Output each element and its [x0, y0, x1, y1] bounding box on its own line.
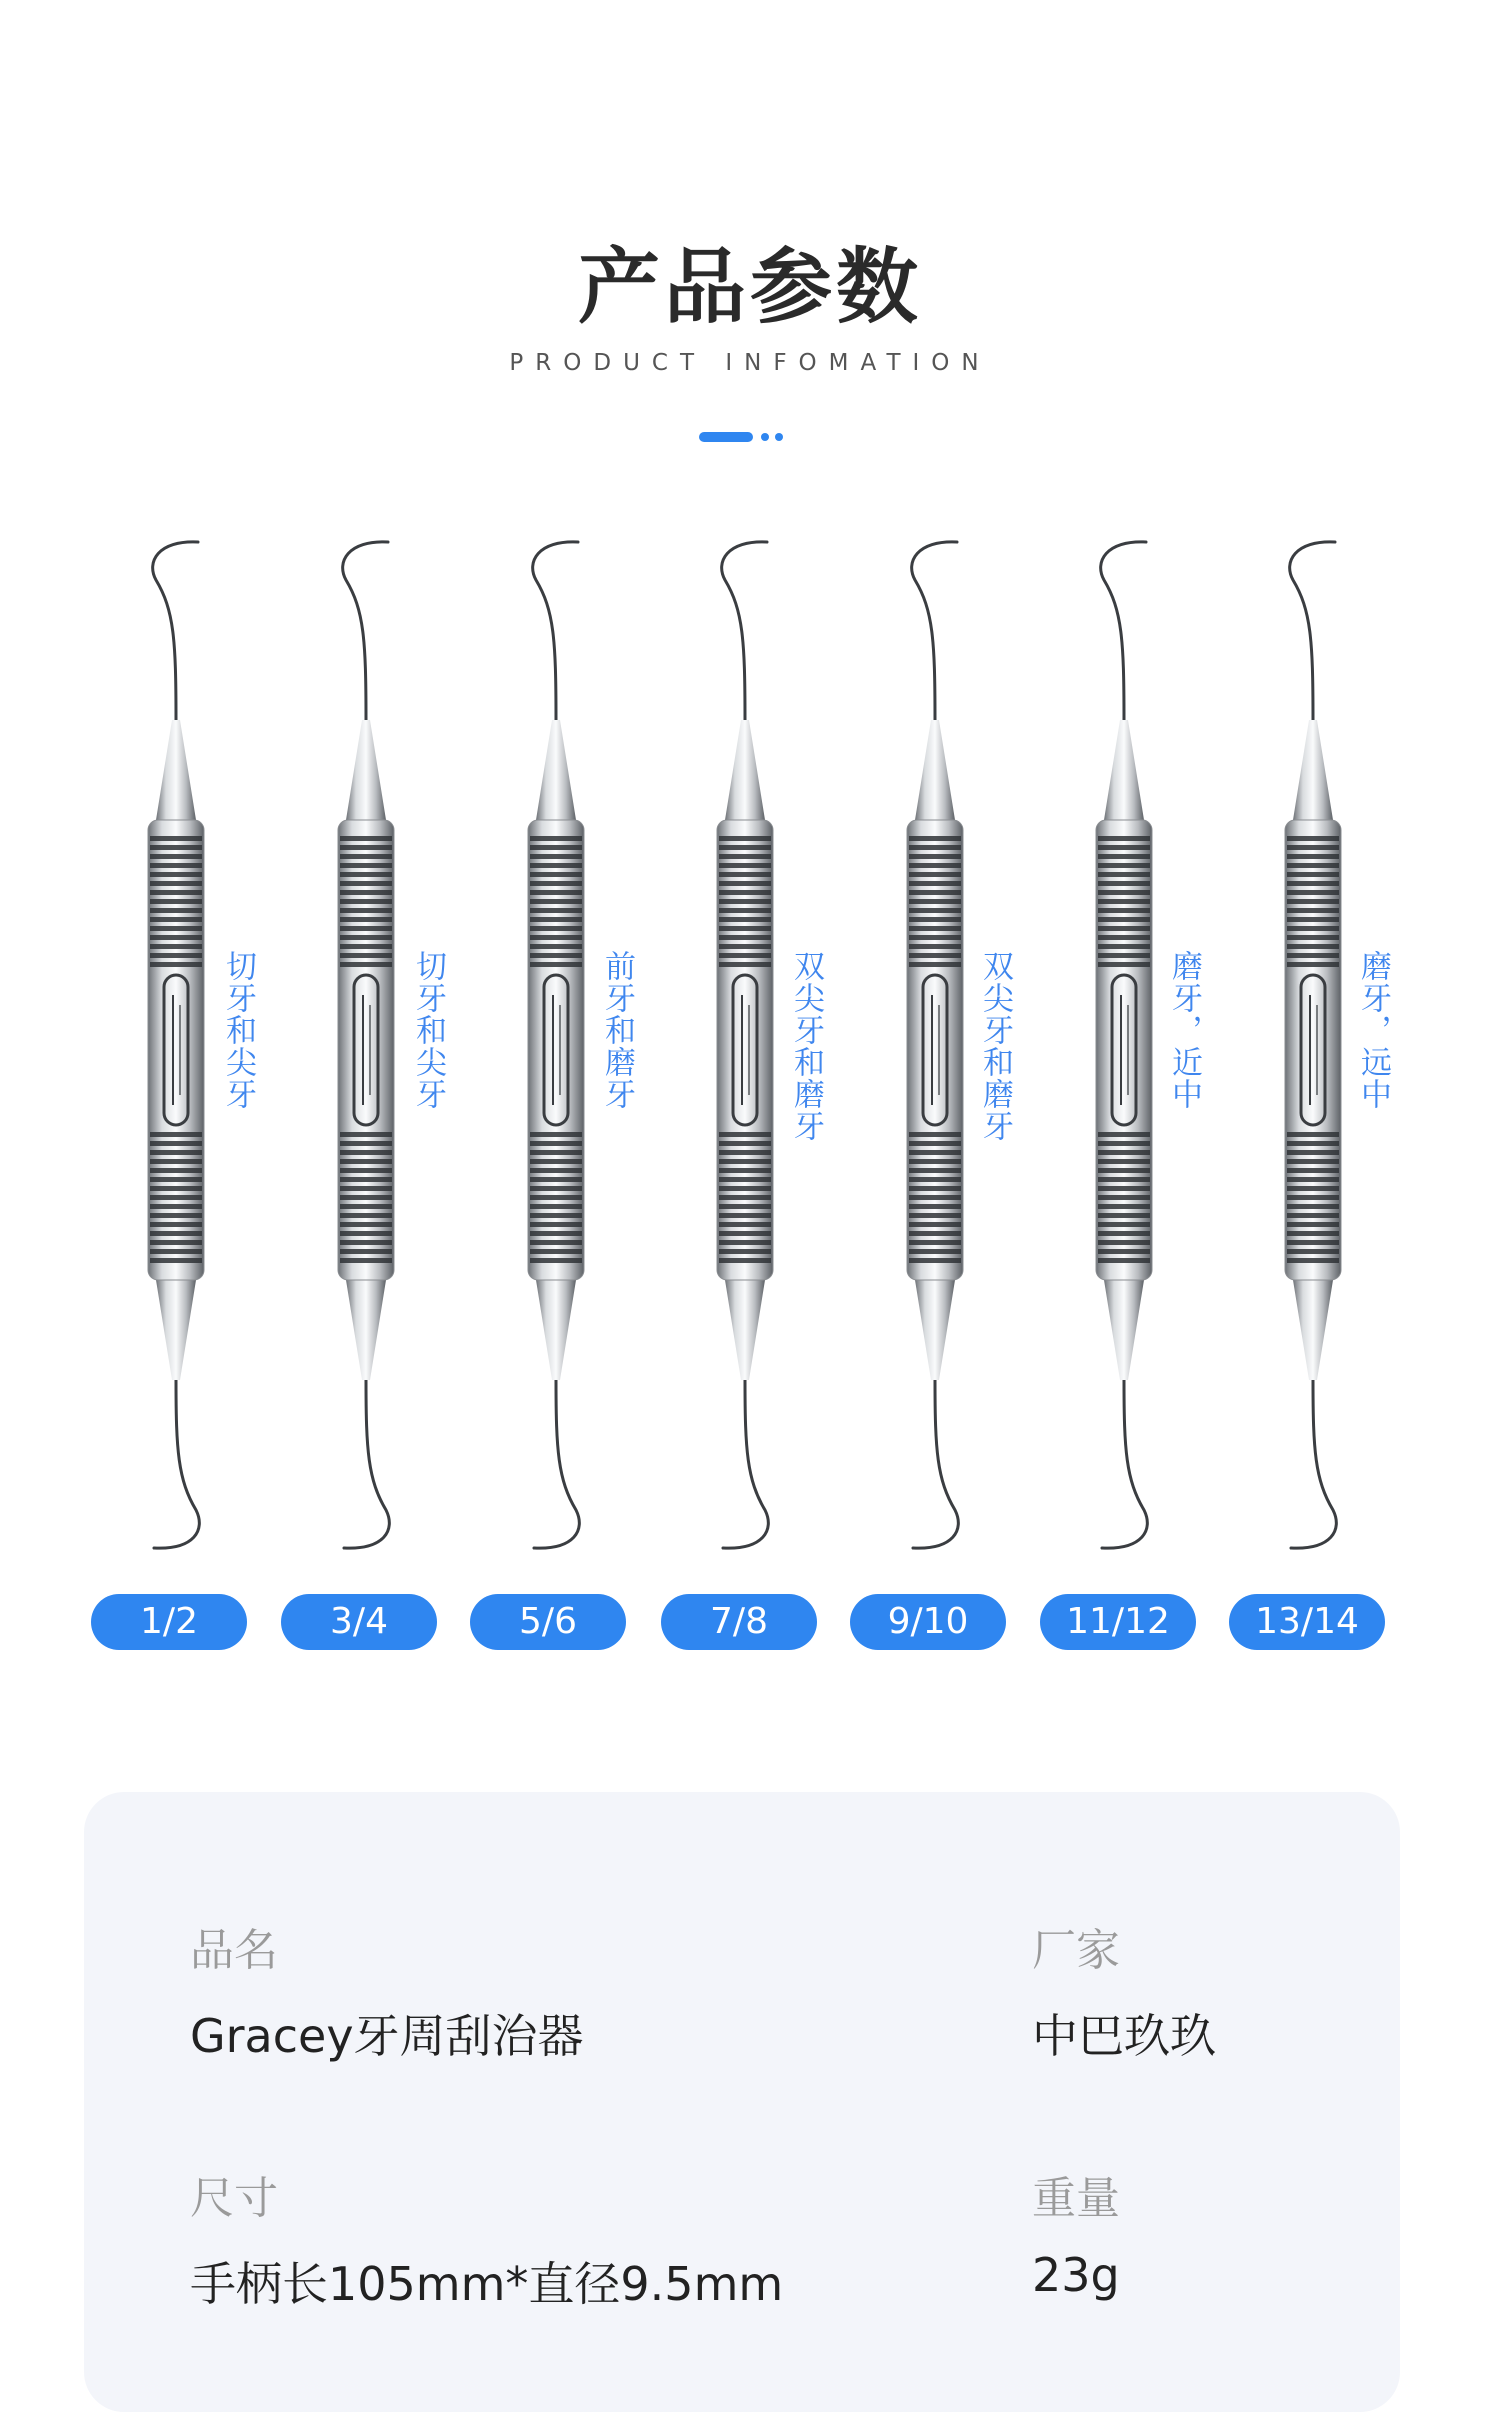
tool-usage-label: 切牙和尖牙	[220, 950, 256, 1110]
spec-maker-value: 中巴玖玖	[1032, 2009, 1216, 2063]
tool-usage-label: 前牙和磨牙	[599, 950, 635, 1110]
instrument	[148, 542, 204, 1548]
model-badge-9-10: 9/10	[850, 1594, 1006, 1650]
instrument	[1096, 542, 1152, 1548]
page-title: 产品参数	[577, 240, 922, 335]
tool-usage-label: 磨牙，近中	[1166, 950, 1202, 1110]
spec-weight-value: 23g	[1032, 2248, 1120, 2302]
accent-decoration	[699, 432, 789, 442]
spec-size-value: 手柄长105mm*直径9.5mm	[190, 2257, 784, 2311]
model-badge-7-8: 7/8	[661, 1594, 817, 1650]
tool-usage-label: 双尖牙和磨牙	[977, 950, 1013, 1142]
tool-usage-label: 切牙和尖牙	[410, 950, 446, 1110]
spec-size-label: 尺寸	[190, 2173, 278, 2224]
model-badge-13-14: 13/14	[1229, 1594, 1385, 1650]
accent-bar	[699, 432, 753, 442]
instrument	[717, 542, 773, 1548]
model-badge-1-2: 1/2	[91, 1594, 247, 1650]
instrument	[528, 542, 584, 1548]
page-subtitle: PRODUCT INFOMATION	[509, 350, 991, 376]
model-badge-3-4: 3/4	[281, 1594, 437, 1650]
instrument	[1285, 542, 1341, 1548]
instrument	[907, 542, 963, 1548]
spec-maker-label: 厂家	[1032, 1925, 1120, 1976]
tool-usage-label: 双尖牙和磨牙	[788, 950, 824, 1142]
spec-name-value: Gracey牙周刮治器	[190, 2009, 584, 2063]
spec-card	[84, 1792, 1400, 2412]
spec-weight-label: 重量	[1032, 2173, 1120, 2224]
accent-dot	[761, 433, 769, 441]
spec-name-label: 品名	[190, 1925, 278, 1976]
model-badge-11-12: 11/12	[1040, 1594, 1196, 1650]
accent-dot	[775, 433, 783, 441]
tool-usage-label: 磨牙，远中	[1355, 950, 1391, 1110]
instrument	[338, 542, 394, 1548]
model-badge-5-6: 5/6	[470, 1594, 626, 1650]
